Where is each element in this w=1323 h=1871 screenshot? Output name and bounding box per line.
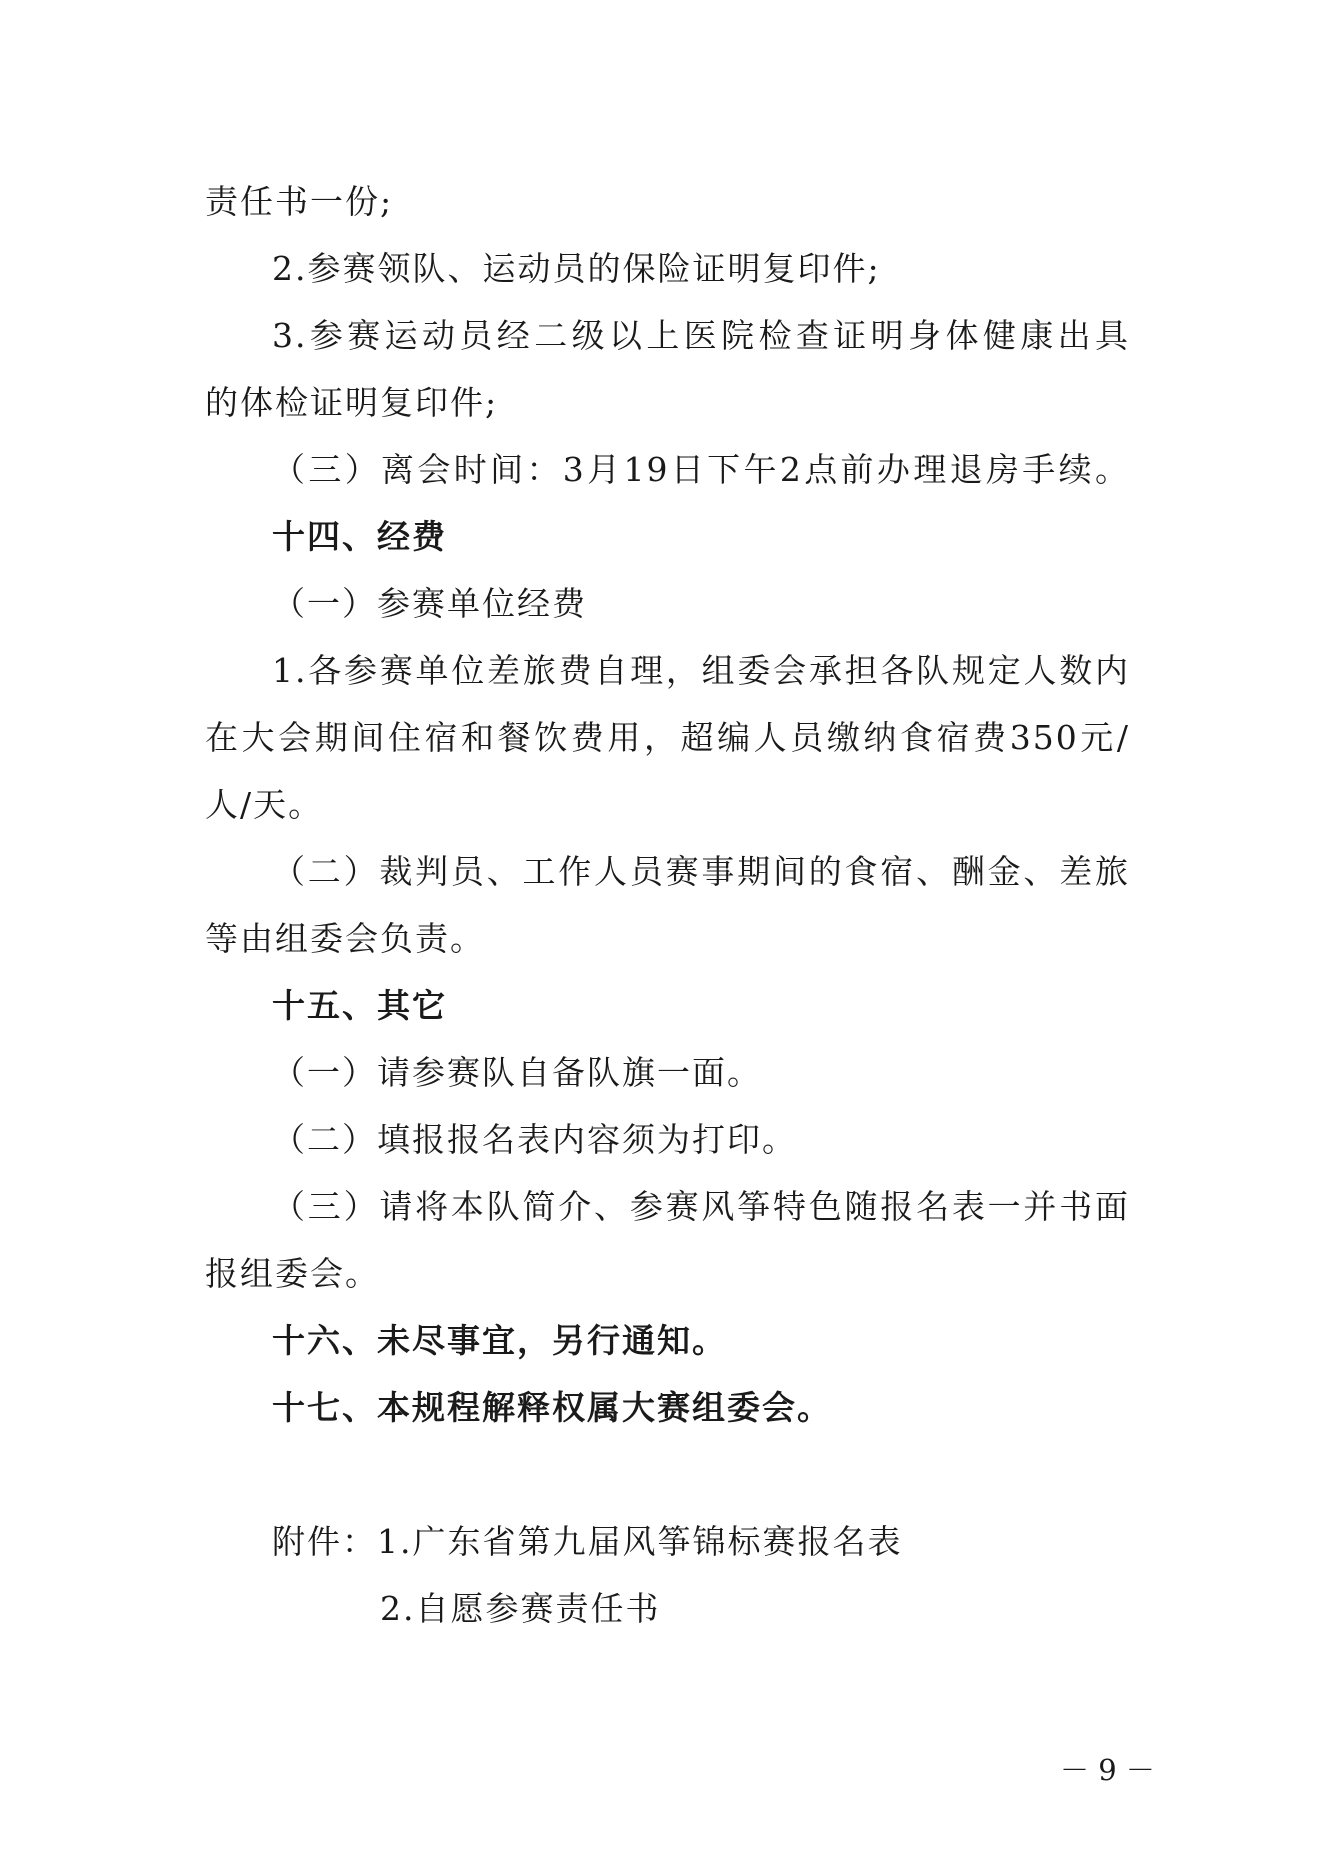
attachment-item-responsibility-letter: 2.自愿参赛责任书	[380, 1589, 661, 1628]
body-item-travel-expense: 1.各参赛单位差旅费自理，组委会承担各队规定人数内	[272, 651, 1130, 690]
subsection-participant-funding: （一）参赛单位经费	[272, 584, 587, 623]
section-heading-other: 十五、其它	[272, 986, 447, 1025]
body-line-continuation-2: 的体检证明复印件;	[205, 383, 499, 422]
attachment-first-line	[272, 1522, 1130, 1562]
body-line-continuation-1: 责任书一份;	[205, 182, 394, 221]
attachment-label: 附件：	[272, 1522, 377, 1561]
page-number: － 9 －	[1060, 1753, 1155, 1787]
subsection-team-introduction: （三）请将本队简介、参赛风筝特色随报名表一并书面	[272, 1187, 1130, 1226]
attachment-item-registration-form: 1.广东省第九届风筝锦标赛报名表	[377, 1522, 903, 1561]
body-line-continuation-5: 等由组委会负责。	[205, 919, 485, 958]
section-heading-interpretation: 十七、本规程解释权属大赛组委会。	[272, 1388, 832, 1427]
body-item-health-check: 3.参赛运动员经二级以上医院检查证明身体健康出具	[272, 316, 1130, 355]
body-line-continuation-3: 在大会期间住宿和餐饮费用，超编人员缴纳食宿费350元/	[205, 718, 1130, 757]
section-heading-funding: 十四、经费	[272, 517, 447, 556]
body-line-continuation-4: 人/天。	[205, 785, 324, 824]
body-item-departure-time: （三）离会时间：3月19日下午2点前办理退房手续。	[272, 450, 1130, 489]
section-heading-pending-matters: 十六、未尽事宜，另行通知。	[272, 1321, 727, 1360]
subsection-form-printing: （二）填报报名表内容须为打印。	[272, 1120, 797, 1159]
subsection-team-flag: （一）请参赛队自备队旗一面。	[272, 1053, 762, 1092]
subsection-referee-funding: （二）裁判员、工作人员赛事期间的食宿、酬金、差旅	[272, 852, 1130, 891]
body-item-insurance: 2.参赛领队、运动员的保险证明复印件;	[272, 249, 881, 288]
body-line-continuation-6: 报组委会。	[205, 1254, 380, 1293]
